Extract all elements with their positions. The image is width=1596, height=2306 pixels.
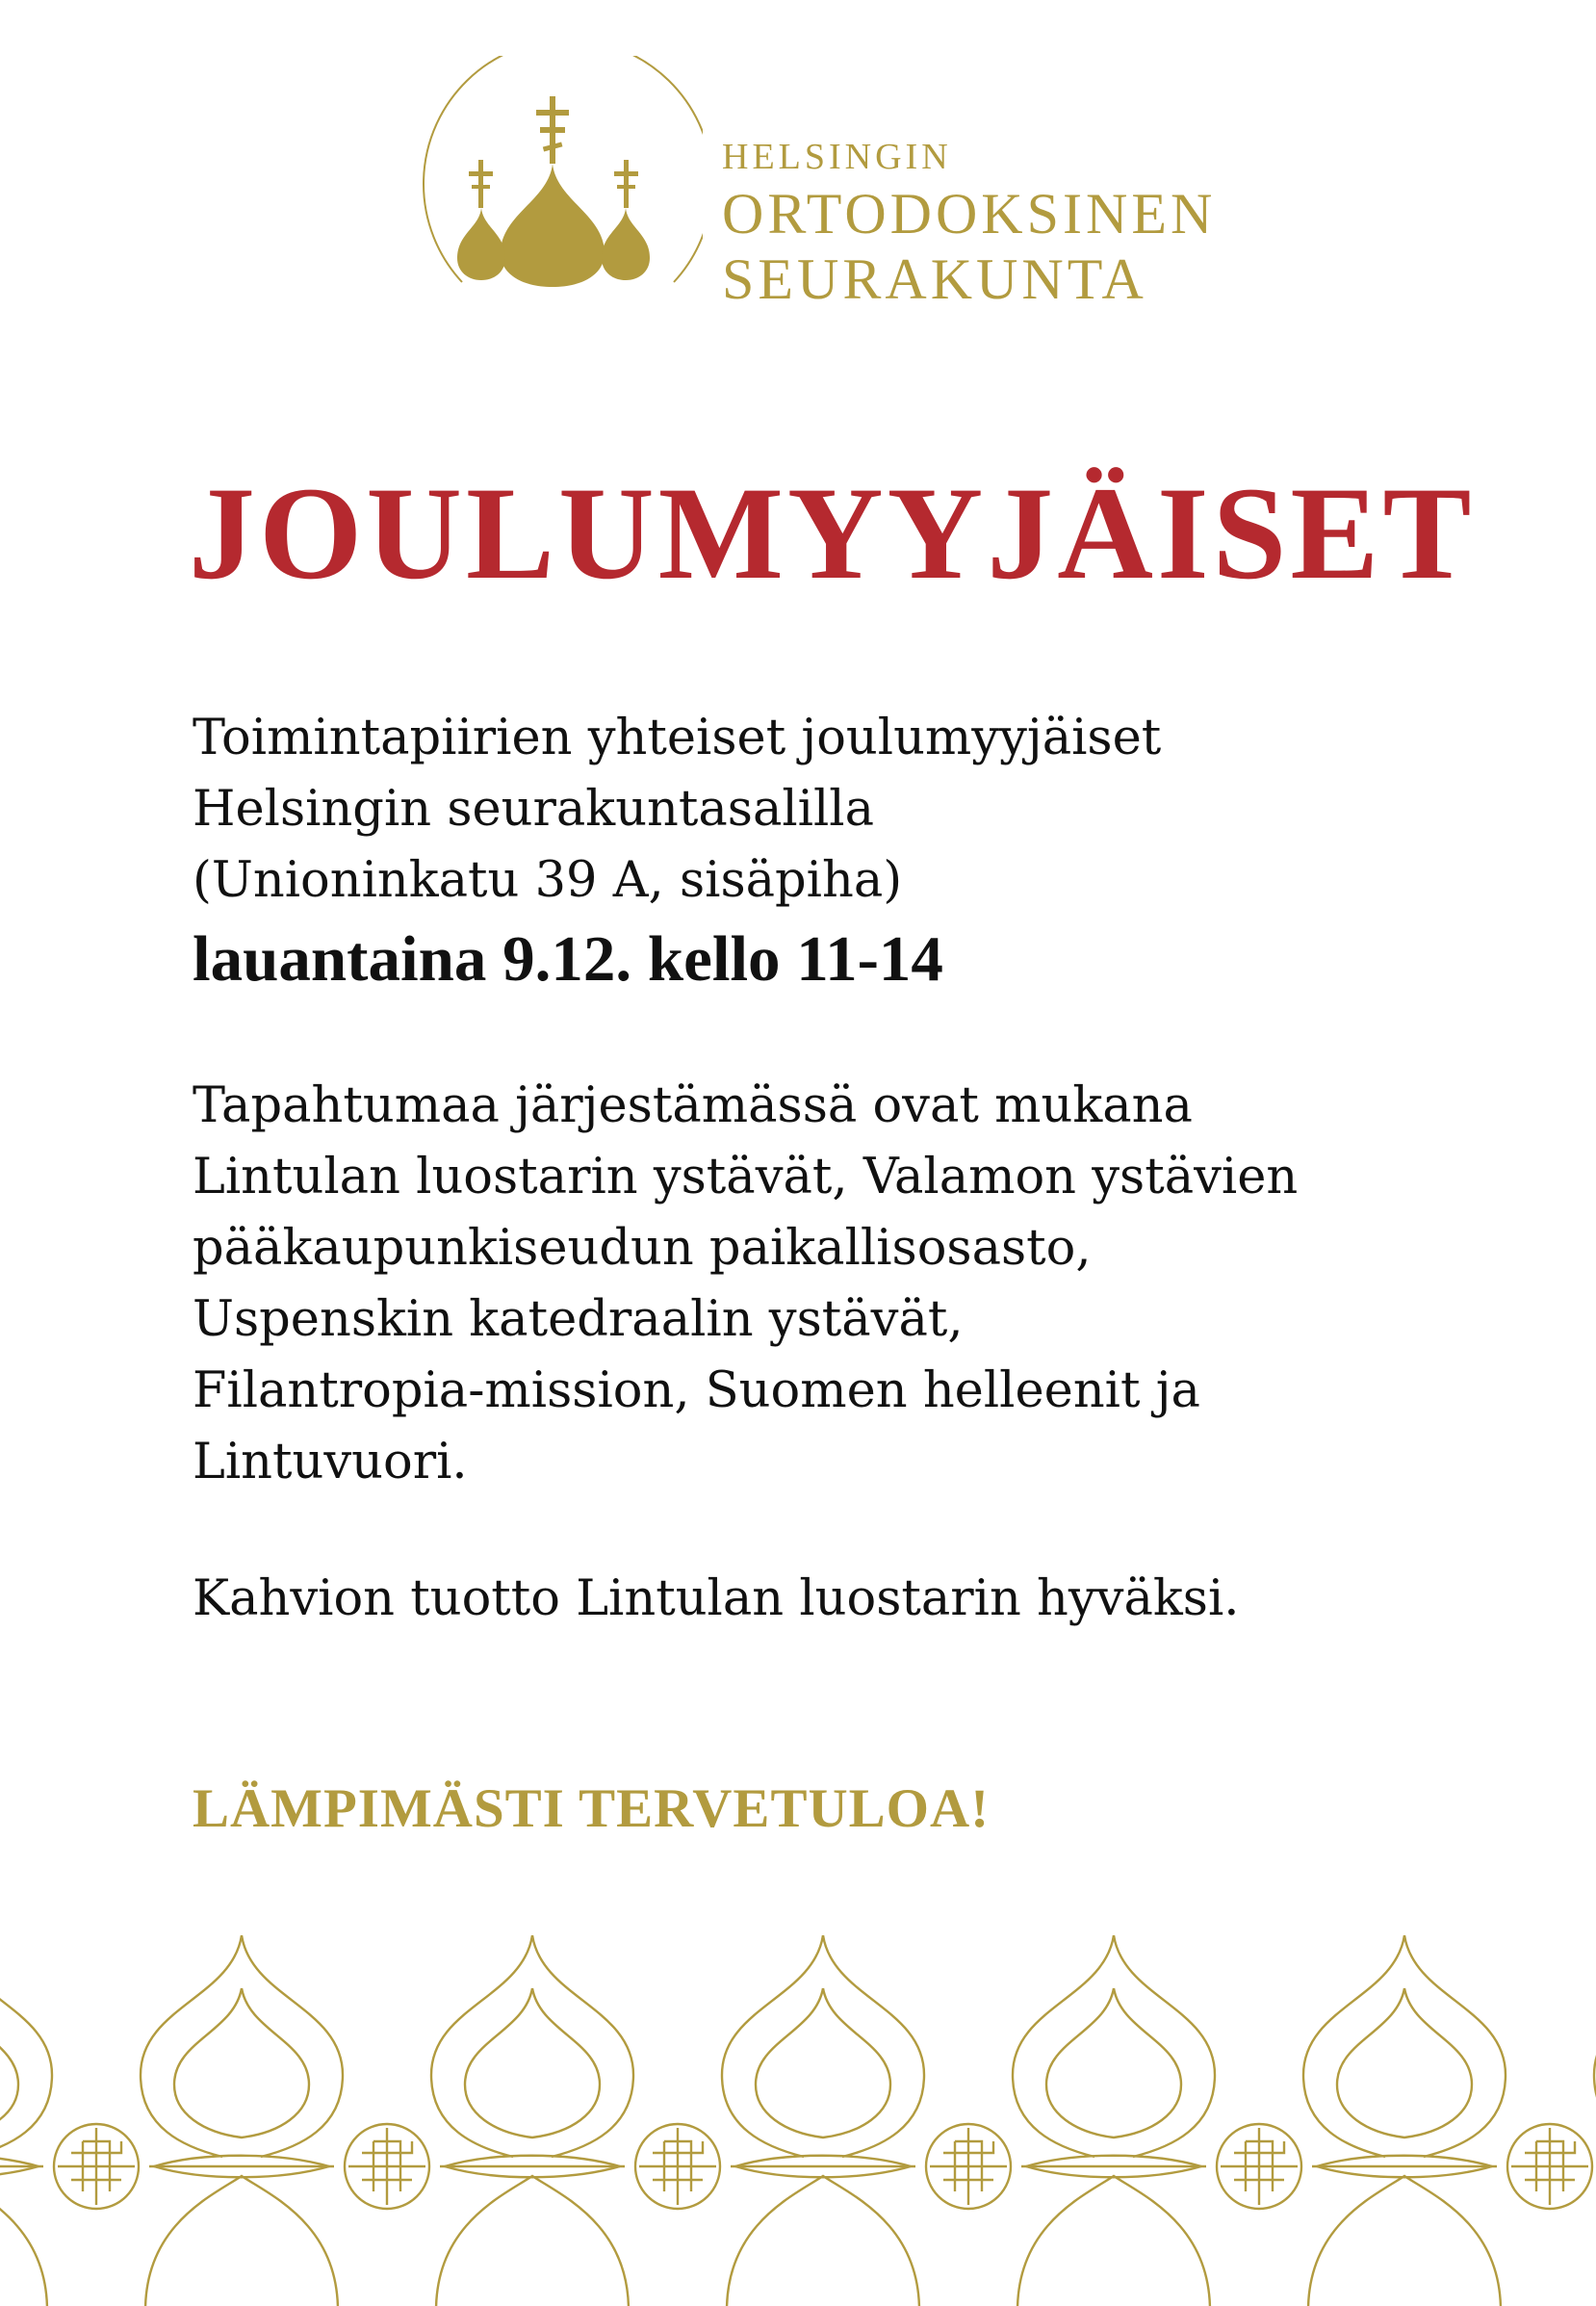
cross-icon [58,2128,135,2205]
connector-curve [1026,2156,1201,2166]
organizers-line: Uspenskin katedraalin ystävät, [193,1291,964,1348]
dome-outline [722,1935,924,2157]
dome-outline [1013,1935,1215,2157]
connector-curve [1317,2156,1492,2166]
page-title: JOULUMYYJÄISET [189,459,1476,607]
cross-icon [639,2128,716,2205]
lower-arch [727,2176,919,2306]
dome-outline [1303,1935,1506,2157]
intro-line: Toimintapiirien yhteiset joulumyyjäiset [193,710,1162,766]
connector-curve [154,2156,329,2166]
intro-line: (Unioninkatu 39 A, sisäpiha) [193,852,903,909]
cross-icon [1221,2128,1298,2205]
inner-dome-outline [1337,1988,1472,2138]
cross-icon [348,2128,425,2205]
cafe-note: Kahvion tuotto Lintulan luostarin hyväksi. [193,1570,1240,1627]
inner-dome-outline [1046,1988,1181,2138]
connector-curve [735,2156,911,2166]
dome-outline [141,1935,343,2157]
cross-icon [930,2128,1007,2205]
organizers-line: Lintuvuori. [193,1434,468,1490]
church-domes-icon [404,56,703,316]
lower-arch [1308,2176,1501,2306]
lower-arch [1017,2176,1210,2306]
lower-arch [0,2176,47,2306]
organizers-line: Lintulan luostarin ystävät, Valamon ystävien [193,1149,1299,1205]
logo-line-ortodoksinen: ORTODOKSINEN [722,182,1217,246]
connector-curve [0,2156,39,2166]
dome-ornament-border [0,1906,1596,2306]
dome-outline [0,1935,52,2157]
organizers-paragraph [193,1071,1298,1498]
organizers-line: Tapahtumaa järjestämässä ovat mukana [193,1077,1193,1134]
lower-arch [436,2176,629,2306]
inner-dome-outline [465,1988,600,2138]
logo-line-helsingin: HELSINGIN [722,137,952,177]
intro-paragraph [193,703,1161,917]
connector-curve [445,2156,620,2166]
lower-arch [145,2176,338,2306]
cross-icon [1511,2128,1588,2205]
inner-dome-outline [174,1988,309,2138]
logo-wordmark [722,139,1216,316]
welcome-message: LÄMPIMÄSTI TERVETULOA! [193,1778,991,1839]
inner-dome-outline [756,1988,890,2138]
intro-line: Helsingin seurakuntasalilla [193,781,875,838]
connector-curve [0,2166,39,2177]
logo-line-seurakunta: SEURAKUNTA [722,247,1147,311]
parish-logo [404,56,1251,316]
organizers-line: pääkaupunkiseudun paikallisosasto, [193,1220,1092,1277]
event-date: lauantaina 9.12. kello 11-14 [193,923,943,995]
organizers-line: Filantropia-mission, Suomen helleenit ja [193,1362,1200,1419]
dome-outline [431,1935,633,2157]
